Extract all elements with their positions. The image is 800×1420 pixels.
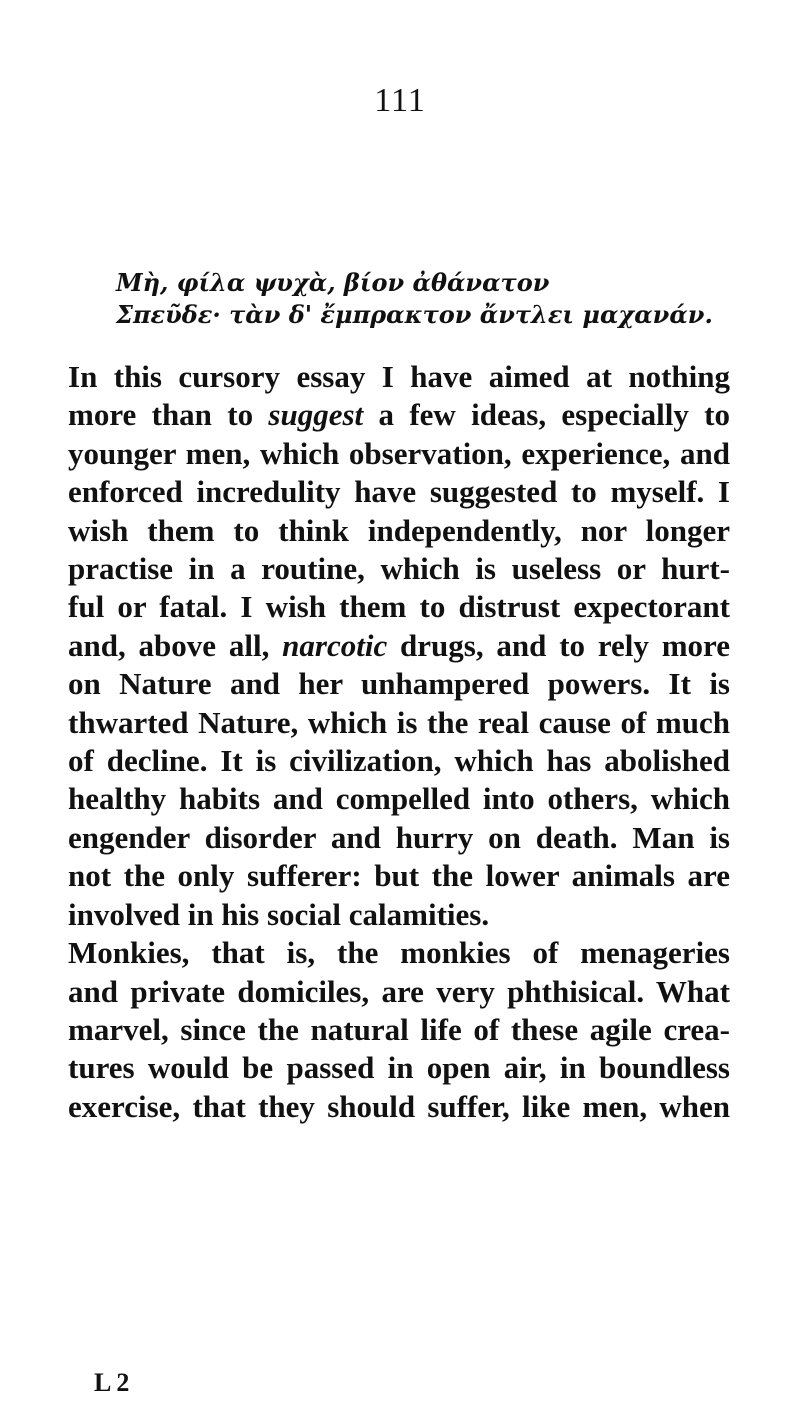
epigraph-line: Σπεῦδε· τὰν δ' ἔμπρακτον ἄντλει μαχανάν. <box>116 300 713 329</box>
text-line: of decline. It is civilization, which has abolished <box>68 743 730 779</box>
text-line: In this cursory essay I have aimed at nothing <box>68 359 730 394</box>
text-line: healthy habits and compelled into others, which <box>68 781 730 817</box>
text-line: younger men, which observation, experience, and <box>68 435 730 471</box>
emphasis-suggest: suggest <box>268 397 364 433</box>
text-fragment: and, above all, <box>68 627 283 663</box>
text-fragment: drugs, and to rely more <box>387 627 730 663</box>
text-line: marvel, since the natural life of these agile crea- <box>68 1011 730 1047</box>
text-line <box>68 396 730 434</box>
emphasis-narcotic: narcotic <box>282 627 388 663</box>
essay-body <box>68 358 730 1126</box>
signature-mark: L 2 <box>94 1368 130 1397</box>
page-number: 111 <box>374 82 426 119</box>
text-line: enforced incredulity have suggested to myself. I <box>68 474 730 510</box>
epigraph-line: Μὴ, φίλα ψυχὰ, βίον ἀθάνατον <box>116 268 550 297</box>
text-line: Monkies, that is, the monkies of menageries <box>68 935 730 971</box>
text-line: exercise, that they should suffer, like men, when <box>68 1088 730 1124</box>
text-line: engender disorder and hurry on death. Man is <box>68 819 730 855</box>
greek-epigraph <box>116 267 756 331</box>
text-line <box>68 627 730 665</box>
text-line: not the only sufferer: but the lower animals are <box>68 858 730 894</box>
text-fragment: a few ideas, especially to <box>363 397 730 433</box>
text-line: on Nature and her unhampered powers. It is <box>68 666 730 702</box>
text-fragment: more than to <box>68 397 269 433</box>
text-line: practise in a routine, which is useless or hurt- <box>68 551 730 587</box>
text-line: thwarted Nature, which is the real cause of much <box>68 704 730 740</box>
text-line: wish them to think independently, nor longer <box>68 512 730 548</box>
text-line: tures would be passed in open air, in boundless <box>68 1050 730 1086</box>
text-line: involved in his social calamities. <box>68 896 490 932</box>
text-line: ful or fatal. I wish them to distrust expectorant <box>68 589 730 625</box>
text-line: and private domiciles, are very phthisical. What <box>68 973 730 1009</box>
